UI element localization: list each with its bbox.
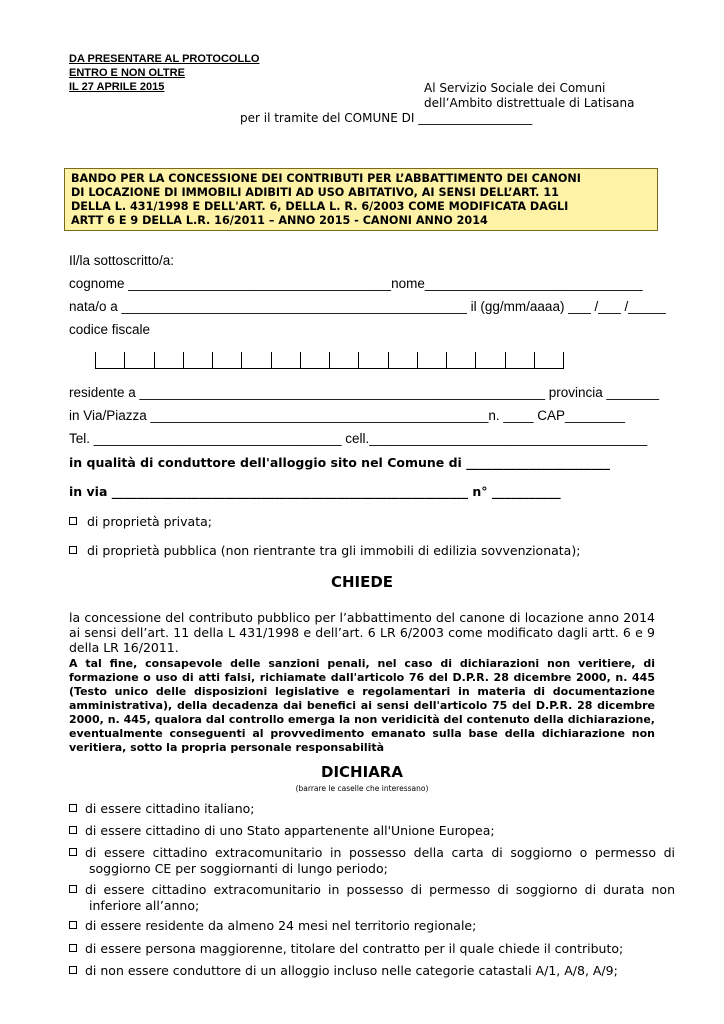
signer-label: Il/la sottoscritto/a: (69, 253, 175, 268)
checkbox-icon[interactable] (69, 921, 77, 929)
tax-code-cell[interactable] (124, 352, 125, 369)
street-field[interactable]: in Via/Piazza _____________________________________________n. ____ CAP________ (69, 408, 626, 423)
tax-code-cell[interactable] (358, 352, 359, 369)
tax-code-cell[interactable] (241, 352, 242, 369)
residence-field[interactable]: residente a ______________________________________________________ provincia _______ (69, 385, 660, 400)
recipient-line-2: dell’Ambito distrettuale di Latisana (424, 96, 635, 110)
tax-code-cell[interactable] (505, 352, 506, 369)
dichiara-heading: DICHIARA (321, 763, 403, 781)
phone-field[interactable]: Tel. _________________________________ cell._____________________________________ (69, 431, 648, 446)
title-line-4: ARTT 6 E 9 DELLA L.R. 16/2011 – ANNO 2015 - CANONI ANNO 2014 (71, 214, 488, 227)
declaration-item-label: di non essere conduttore di un alloggio incluso nelle categorie catastali A/1, A/8, A/9; (85, 963, 618, 978)
option-private[interactable] (69, 514, 212, 529)
tax-code-cell[interactable] (388, 352, 389, 369)
birth-field[interactable]: nata/o a ______________________________________________ il (gg/mm/aaaa) ___ /___ /_____ (69, 299, 666, 314)
tax-code-cell[interactable] (212, 352, 213, 369)
deadline-line-3: IL 27 APRILE 2015 (69, 81, 165, 93)
tax-code-cell[interactable] (95, 352, 96, 369)
option-private-label: di proprietà privata; (87, 514, 212, 529)
capacity-field[interactable]: in qualità di conduttore dell'alloggio sito nel Comune di _______________________ (69, 455, 610, 470)
declaration-item[interactable] (69, 941, 675, 957)
checkbox-icon[interactable] (69, 826, 77, 834)
declaration-item-label: di essere cittadino extracomunitario in possesso di permesso di soggiorno di durata non inferiore all’anno; (85, 882, 675, 913)
tax-code-cell[interactable] (475, 352, 476, 369)
declaration-item-label: di essere cittadino italiano; (85, 801, 255, 816)
tax-code-cell[interactable] (183, 352, 184, 369)
address-field[interactable]: in via _________________________________________________________ n° ___________ (69, 484, 561, 499)
deadline-line-1: DA PRESENTARE AL PROTOCOLLO (69, 53, 260, 65)
dichiara-note: (barrare le caselle che interessano) (295, 784, 429, 793)
checkbox-icon[interactable] (69, 804, 77, 812)
tax-code-cell[interactable] (154, 352, 155, 369)
deadline-line-2: ENTRO E NON OLTRE (69, 67, 185, 79)
tax-code-label: codice fiscale (69, 322, 151, 337)
tax-code-cell[interactable] (271, 352, 272, 369)
title-box (64, 168, 658, 231)
declaration-item-label: di essere cittadino di uno Stato appartenente all'Unione Europea; (85, 823, 495, 838)
option-public[interactable] (69, 543, 580, 558)
tax-code-cell[interactable] (417, 352, 418, 369)
checkbox-icon[interactable] (69, 517, 77, 525)
chiede-heading: CHIEDE (330, 573, 394, 591)
title-line-3: DELLA L. 431/1998 E DELL'ART. 6, DELLA L. R. 6/2003 COME MODIFICATA DAGLI (71, 200, 569, 213)
declaration-item[interactable] (69, 845, 675, 876)
declaration-item[interactable] (69, 801, 675, 817)
declaration-warning: A tal fine, consapevole delle sanzioni penali, nel caso di dichiarazioni non veritiere, di formazione o uso di atti falsi, richiamate dall'articolo 76 del D.P.R. 28 dicembre 2000, n. 445 (Testo unico delle disposizioni legislative e regolamentari in materia di documentazione amministrativa), della decadenza dai benefici ai sensi dell'articolo 75 del D.P.R. 28 dicembre 2000, n. 445, qualora dal controllo emerga la non veridicità del contenuto della dichiarazione, eventualmente conseguenti al provvedimento emanato sulla base della dichiarazione non veritiera, sotto la propria personale responsabilità (69, 657, 655, 754)
checkbox-icon[interactable] (69, 546, 77, 554)
declaration-item[interactable] (69, 963, 675, 979)
declaration-item[interactable] (69, 918, 675, 934)
checkbox-icon[interactable] (69, 848, 77, 856)
title-line-2: DI LOCAZIONE DI IMMOBILI ADIBITI AD USO ABITATIVO, AI SENSI DELL’ART. 11 (71, 186, 559, 199)
tax-code-cell[interactable] (300, 352, 301, 369)
tax-code-cell[interactable] (329, 352, 330, 369)
tax-code-boxes[interactable] (95, 352, 563, 369)
tax-code-cell[interactable] (534, 352, 535, 369)
declaration-item[interactable] (69, 823, 675, 839)
title-line-1: BANDO PER LA CONCESSIONE DEI CONTRIBUTI PER L’ABBATTIMENTO DEI CANONI (71, 172, 581, 185)
declaration-item-label: di essere cittadino extracomunitario in possesso della carta di soggiorno o permesso di soggiorno CE per soggiornanti di lungo periodo; (85, 845, 675, 876)
checkbox-icon[interactable] (69, 885, 77, 893)
checkbox-icon[interactable] (69, 966, 77, 974)
declaration-item[interactable] (69, 882, 675, 913)
declaration-item-label: di essere persona maggiorenne, titolare del contratto per il quale chiede il contributo; (85, 941, 624, 956)
tax-code-cell[interactable] (563, 352, 564, 369)
checkbox-icon[interactable] (69, 944, 77, 952)
recipient-line-1: Al Servizio Sociale dei Comuni (424, 81, 606, 95)
tax-code-cell[interactable] (446, 352, 447, 369)
recipient-line-3: per il tramite del COMUNE DI ___________________ (240, 111, 533, 125)
surname-name-field[interactable]: cognome ___________________________________nome_____________________________ (69, 276, 643, 291)
chiede-text: la concessione del contributo pubblico per l’abbattimento del canone di locazione anno 2014 ai sensi dell’art. 11 della L 431/1998 e dell’art. 6 LR 6/2003 come modificato dagli artt. 6 e 9 della LR 16/2011. (69, 610, 655, 655)
option-public-label: di proprietà pubblica (non rientrante tra gli immobili di edilizia sovvenzionata); (87, 543, 581, 558)
declaration-item-label: di essere residente da almeno 24 mesi nel territorio regionale; (85, 918, 477, 933)
